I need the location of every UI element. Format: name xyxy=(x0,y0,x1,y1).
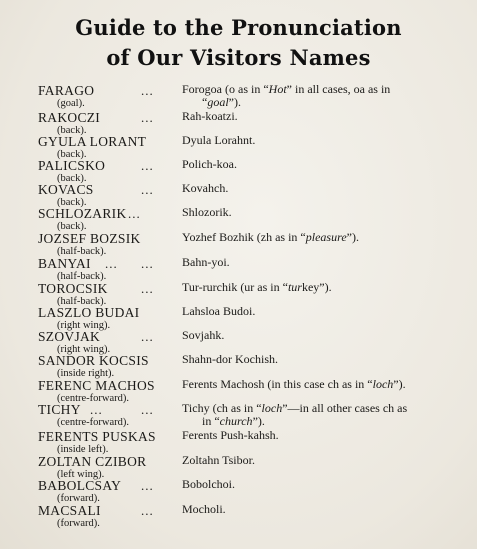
player-position: (back). xyxy=(57,125,87,136)
pronunciation-guide: Bahn-yoi. xyxy=(182,255,230,269)
player-name: SZOVJAK xyxy=(38,329,101,344)
player-name: SCHLOZARIK xyxy=(38,206,127,221)
player-position: (half-back). xyxy=(57,271,107,282)
player-name: BANYAI xyxy=(38,256,91,271)
player-name: GYULA LORANT xyxy=(38,134,147,149)
player-name: FERENTS PUSKAS xyxy=(38,429,156,444)
leader-dots: ... xyxy=(141,256,154,271)
player-position: (back). xyxy=(57,149,87,160)
leader-dots: ... xyxy=(105,256,118,271)
player-position: (right wing). xyxy=(57,344,111,355)
pronunciation-guide: Zoltahn Tsibor. xyxy=(182,453,255,467)
player-name: RAKOCZI xyxy=(38,110,101,125)
player-position: (back). xyxy=(57,197,87,208)
player-name: MACSALI xyxy=(38,503,101,518)
player-position: (right wing). xyxy=(57,320,111,331)
page-title-line-1: Guide to the Pronunciation xyxy=(75,15,402,40)
player-position: (back). xyxy=(57,221,87,232)
leader-dots: ... xyxy=(141,503,154,518)
leader-dots: ... xyxy=(141,83,154,98)
player-name: TICHY xyxy=(38,402,81,417)
pronunciation-guide: Tur-rurchik (ur as in “turkey”). xyxy=(182,280,332,294)
player-name: FERENC MACHOS xyxy=(38,378,155,393)
leader-dots: ... xyxy=(141,329,154,344)
player-position: (forward). xyxy=(57,493,100,504)
pronunciation-guide: Rah-koatzi. xyxy=(182,109,238,123)
pronunciation-guide: Lahsloa Budoi. xyxy=(182,304,256,318)
player-name: LASZLO BUDAI xyxy=(38,305,140,320)
player-position: (forward). xyxy=(57,518,100,529)
player-name: SANDOR KOCSIS xyxy=(38,353,149,368)
leader-dots: ... xyxy=(141,402,154,417)
player-name: FARAGO xyxy=(38,83,95,98)
pronunciation-guide: Bobolchoi. xyxy=(182,477,235,491)
player-name: ZOLTAN CZIBOR xyxy=(38,454,147,469)
pronunciation-guide: Tichy (ch as in “loch”—in all other cases ch as in “church”). xyxy=(182,401,408,428)
player-position: (centre-forward). xyxy=(57,393,129,404)
player-name: PALICSKO xyxy=(38,158,106,173)
player-name: KOVACS xyxy=(38,182,94,197)
player-position: (inside left). xyxy=(57,444,109,455)
pronunciation-guide: Ferents Push-kahsh. xyxy=(182,428,279,442)
pronunciation-guide: Mocholi. xyxy=(182,502,226,516)
player-name: BABOLCSAY xyxy=(38,478,122,493)
pronunciation-guide: Shahn-dor Kochish. xyxy=(182,352,278,366)
pronunciation-guide: Shlozorik. xyxy=(182,205,232,219)
leader-dots: ... xyxy=(128,206,141,221)
pronunciation-guide: Polich-koa. xyxy=(182,157,237,171)
pronunciation-guide: Dyula Lorahnt. xyxy=(182,133,256,147)
player-position: (centre-forward). xyxy=(57,417,129,428)
player-position: (inside right). xyxy=(57,368,115,379)
pronunciation-guide: Sovjahk. xyxy=(182,328,225,342)
player-name: TOROCSIK xyxy=(38,281,108,296)
player-position: (goal). xyxy=(57,98,85,109)
player-position: (left wing). xyxy=(57,469,105,480)
pronunciation-guide: Yozhef Bozhik (zh as in “pleasure”). xyxy=(182,230,359,244)
pronunciation-guide: Ferents Machosh (in this case ch as in “loch”). xyxy=(182,377,406,391)
player-position: (half-back). xyxy=(57,246,107,257)
leader-dots: ... xyxy=(141,110,154,125)
leader-dots: ... xyxy=(141,478,154,493)
player-name: JOZSEF BOZSIK xyxy=(38,231,141,246)
leader-dots: ... xyxy=(90,402,103,417)
leader-dots: ... xyxy=(141,281,154,296)
leader-dots: ... xyxy=(141,158,154,173)
leader-dots: ... xyxy=(141,182,154,197)
player-position: (half-back). xyxy=(57,296,107,307)
pronunciation-guide: Kovahch. xyxy=(182,181,229,195)
player-position: (back). xyxy=(57,173,87,184)
pronunciation-guide: Forogoa (o as in “Hot” in all cases, oa as in “goal”). xyxy=(182,82,391,109)
page-title-line-2: of Our Visitors Names xyxy=(106,45,371,70)
